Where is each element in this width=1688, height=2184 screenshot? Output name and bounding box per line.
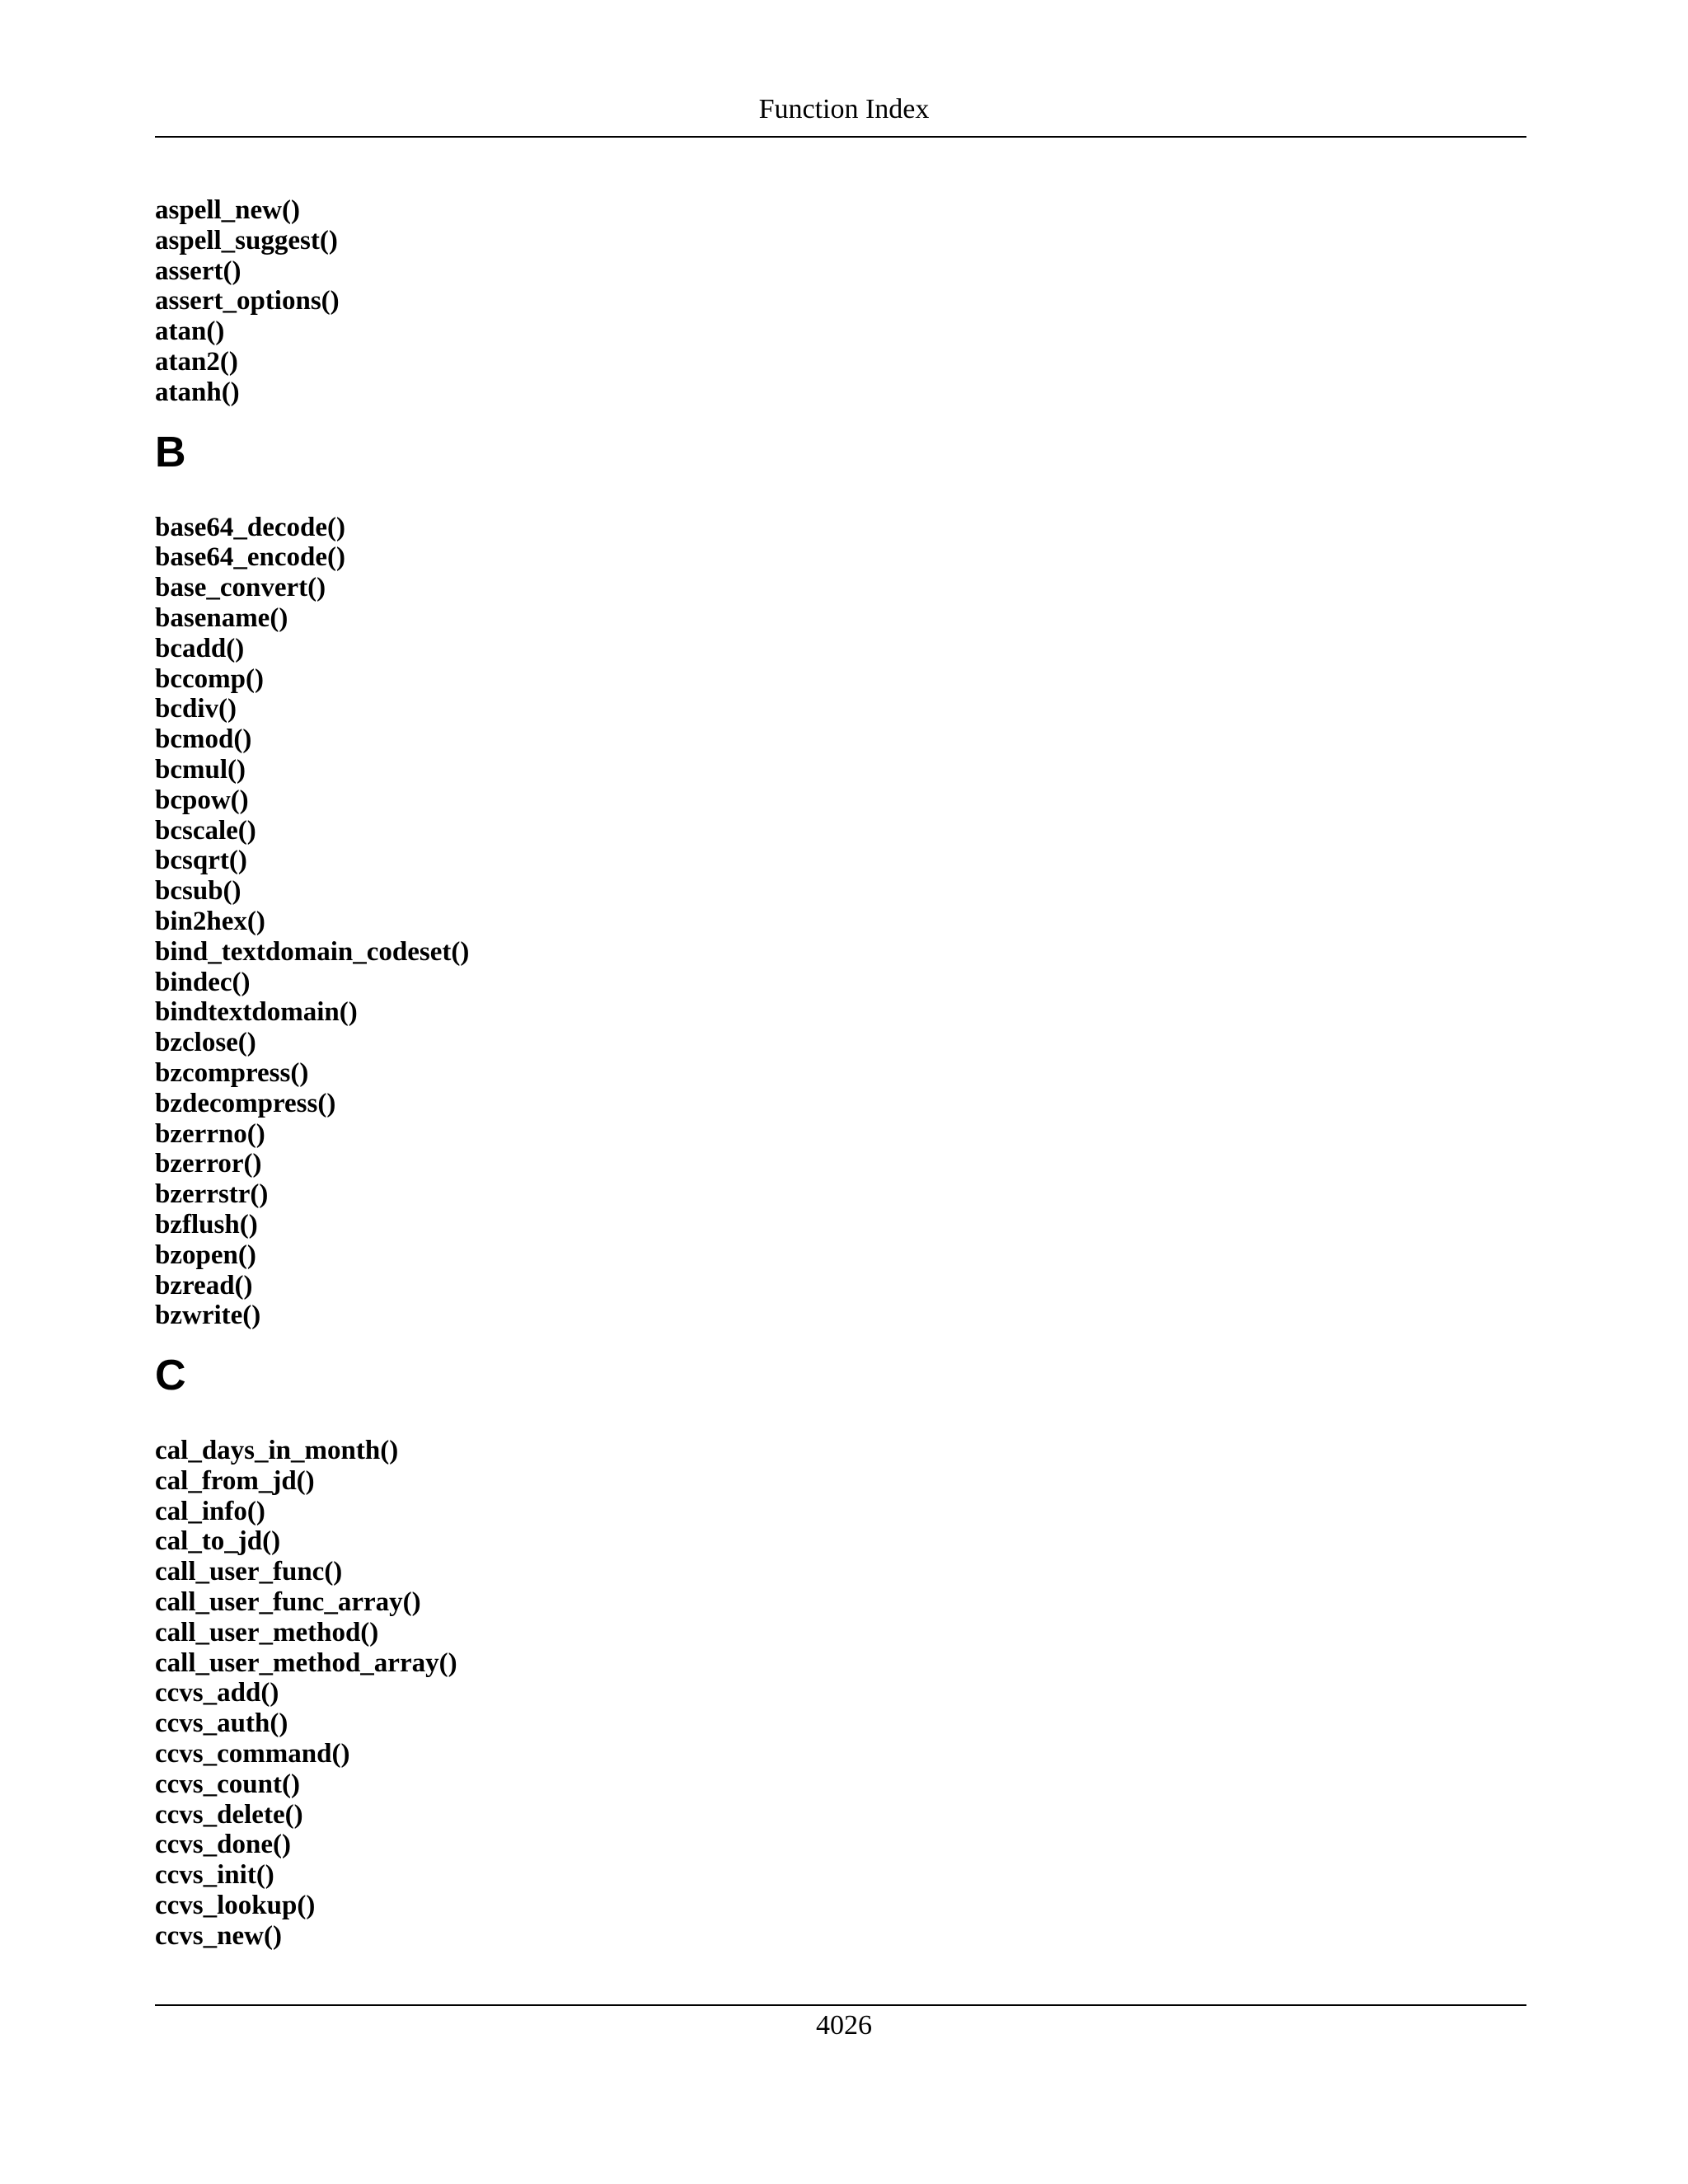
function-index-entry[interactable]: ccvs_done() xyxy=(155,1830,291,1860)
function-index-entry[interactable]: atan2() xyxy=(155,346,238,377)
function-index-entry[interactable]: base64_decode() xyxy=(155,512,345,542)
function-index-entry[interactable]: bcsub() xyxy=(155,876,241,907)
function-index-entry[interactable]: bind_textdomain_codeset() xyxy=(155,936,470,967)
function-index-entry[interactable]: bccomp() xyxy=(155,663,264,694)
function-index-entry[interactable]: bzclose() xyxy=(155,1028,256,1058)
function-index-entry[interactable]: call_user_method_array() xyxy=(155,1647,457,1678)
function-index-entry[interactable]: call_user_func() xyxy=(155,1557,343,1587)
function-list-b xyxy=(155,513,1526,1332)
function-index-entry[interactable]: bindtextdomain() xyxy=(155,997,358,1028)
function-index-entry[interactable]: bzread() xyxy=(155,1270,253,1301)
function-index-entry[interactable]: bcmul() xyxy=(155,754,246,785)
footer-divider xyxy=(155,2004,1526,2006)
function-index-entry[interactable]: bzopen() xyxy=(155,1240,256,1270)
function-index-entry[interactable]: assert() xyxy=(155,255,241,286)
function-index-content xyxy=(155,195,1526,1952)
function-index-entry[interactable]: ccvs_init() xyxy=(155,1860,274,1891)
function-list-a xyxy=(155,195,1526,408)
function-index-entry[interactable]: base_convert() xyxy=(155,573,326,603)
function-index-entry[interactable]: bcdiv() xyxy=(155,694,237,724)
function-index-entry[interactable]: call_user_func_array() xyxy=(155,1587,421,1618)
page-header-title: Function Index xyxy=(758,94,930,124)
function-index-entry[interactable]: bzerrstr() xyxy=(155,1179,269,1210)
function-index-entry[interactable]: call_user_method() xyxy=(155,1617,379,1647)
function-index-entry[interactable]: bzerrno() xyxy=(155,1118,265,1149)
function-index-entry[interactable]: aspell_new() xyxy=(155,195,300,225)
function-index-entry[interactable]: bcscale() xyxy=(155,815,256,846)
function-index-entry[interactable]: ccvs_add() xyxy=(155,1678,279,1708)
header-divider xyxy=(155,136,1526,138)
page-number: 4026 xyxy=(816,2010,872,2041)
function-index-entry[interactable]: ccvs_lookup() xyxy=(155,1891,316,1921)
function-index-entry[interactable]: base64_encode() xyxy=(155,542,345,573)
function-index-entry[interactable]: cal_days_in_month() xyxy=(155,1436,399,1466)
function-index-entry[interactable]: bzwrite() xyxy=(155,1301,261,1331)
function-index-entry[interactable]: ccvs_auth() xyxy=(155,1708,288,1739)
function-index-entry[interactable]: ccvs_count() xyxy=(155,1769,300,1799)
section-heading-c: C xyxy=(155,1352,186,1400)
function-index-entry[interactable]: bzflush() xyxy=(155,1209,258,1240)
function-index-entry[interactable]: bzdecompress() xyxy=(155,1088,336,1118)
function-index-entry[interactable]: bzerror() xyxy=(155,1149,262,1179)
function-index-entry[interactable]: atan() xyxy=(155,316,225,347)
function-list-c xyxy=(155,1436,1526,1952)
function-index-entry[interactable]: bcadd() xyxy=(155,633,245,663)
function-index-entry[interactable]: assert_options() xyxy=(155,286,340,316)
function-index-entry[interactable]: bindec() xyxy=(155,967,251,997)
function-index-entry[interactable]: ccvs_delete() xyxy=(155,1799,303,1830)
section-heading-b: B xyxy=(155,428,186,476)
function-index-entry[interactable]: ccvs_new() xyxy=(155,1920,282,1951)
function-index-entry[interactable]: bcmod() xyxy=(155,724,252,755)
function-index-entry[interactable]: cal_from_jd() xyxy=(155,1465,315,1496)
function-index-entry[interactable]: ccvs_command() xyxy=(155,1739,350,1769)
function-index-entry[interactable]: cal_to_jd() xyxy=(155,1526,281,1557)
function-index-entry[interactable]: atanh() xyxy=(155,377,240,407)
function-index-entry[interactable]: bzcompress() xyxy=(155,1057,309,1088)
function-index-entry[interactable]: aspell_suggest() xyxy=(155,225,338,255)
function-index-entry[interactable]: bcsqrt() xyxy=(155,846,247,876)
function-index-entry[interactable]: cal_info() xyxy=(155,1496,265,1526)
function-index-entry[interactable]: bin2hex() xyxy=(155,906,265,936)
function-index-entry[interactable]: bcpow() xyxy=(155,785,249,815)
function-index-entry[interactable]: basename() xyxy=(155,602,288,633)
